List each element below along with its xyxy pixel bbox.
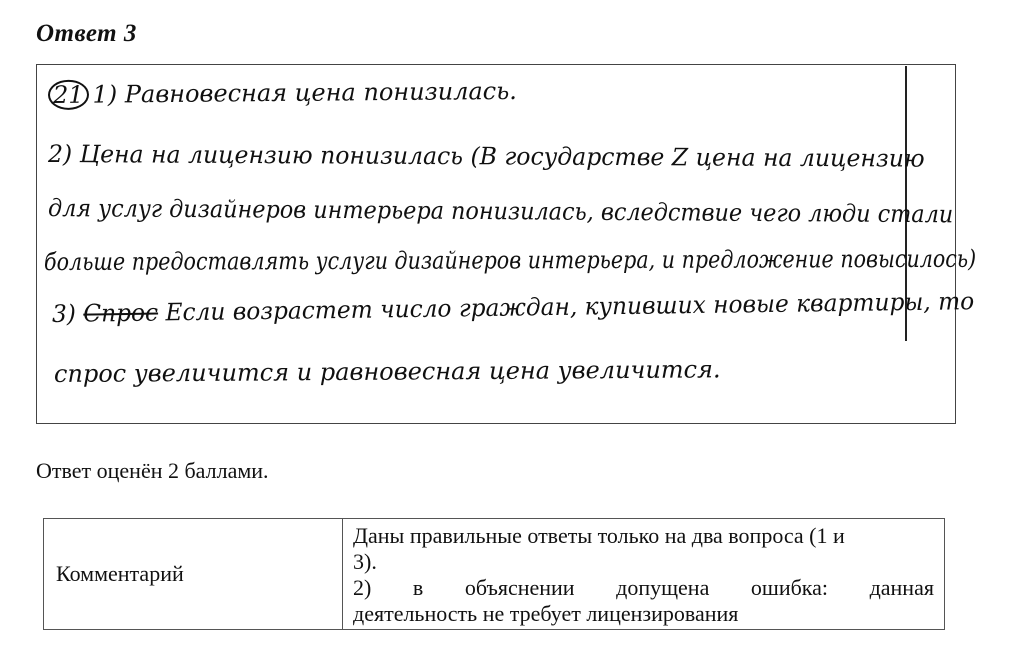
comment-label: Комментарий <box>44 519 343 630</box>
comment-word: 2) <box>353 575 372 600</box>
comment-line-4: деятельность не требует лицензирования <box>353 601 739 626</box>
comment-text <box>343 519 945 630</box>
handwritten-line-5-number: 3) <box>51 299 77 328</box>
task-number-mark: 21 <box>48 80 89 110</box>
handwritten-line-5-text: Если возрастет число граждан, купивших новые квартиры, то <box>165 287 975 327</box>
comment-word: ошибка: <box>750 575 829 600</box>
answer-heading: Ответ 3 <box>36 20 137 47</box>
comment-line-2: 3). <box>353 549 377 574</box>
comment-line-1: Даны правильные ответы только на два вопроса (1 и <box>353 523 845 548</box>
comment-word: объяснении <box>464 575 575 600</box>
comment-word: допущена <box>616 575 710 600</box>
handwritten-line-1 <box>48 76 517 110</box>
comment-word: данная <box>869 575 934 600</box>
comment-line-3 <box>353 575 934 601</box>
struck-out-word: Спрос <box>83 298 159 328</box>
handwritten-line-3: для услуг дизайнеров интерьера понизилась, вследствие чего люди стали <box>47 194 954 229</box>
comment-table <box>43 518 945 630</box>
handwritten-line-1-text: 1) Равновесная цена понизилась. <box>92 76 517 109</box>
handwritten-line-6: спрос увеличится и равновесная цена увеличится. <box>53 355 721 388</box>
comment-word: в <box>412 575 424 600</box>
score-text: Ответ оценён 2 баллами. <box>36 458 269 483</box>
handwritten-line-2: 2) Цена на лицензию понизилась (В государстве Z цена на лицензию <box>47 140 925 173</box>
handwritten-line-4: больше предоставлять услуги дизайнеров интерьера, и предложение повысилось) <box>43 244 977 276</box>
